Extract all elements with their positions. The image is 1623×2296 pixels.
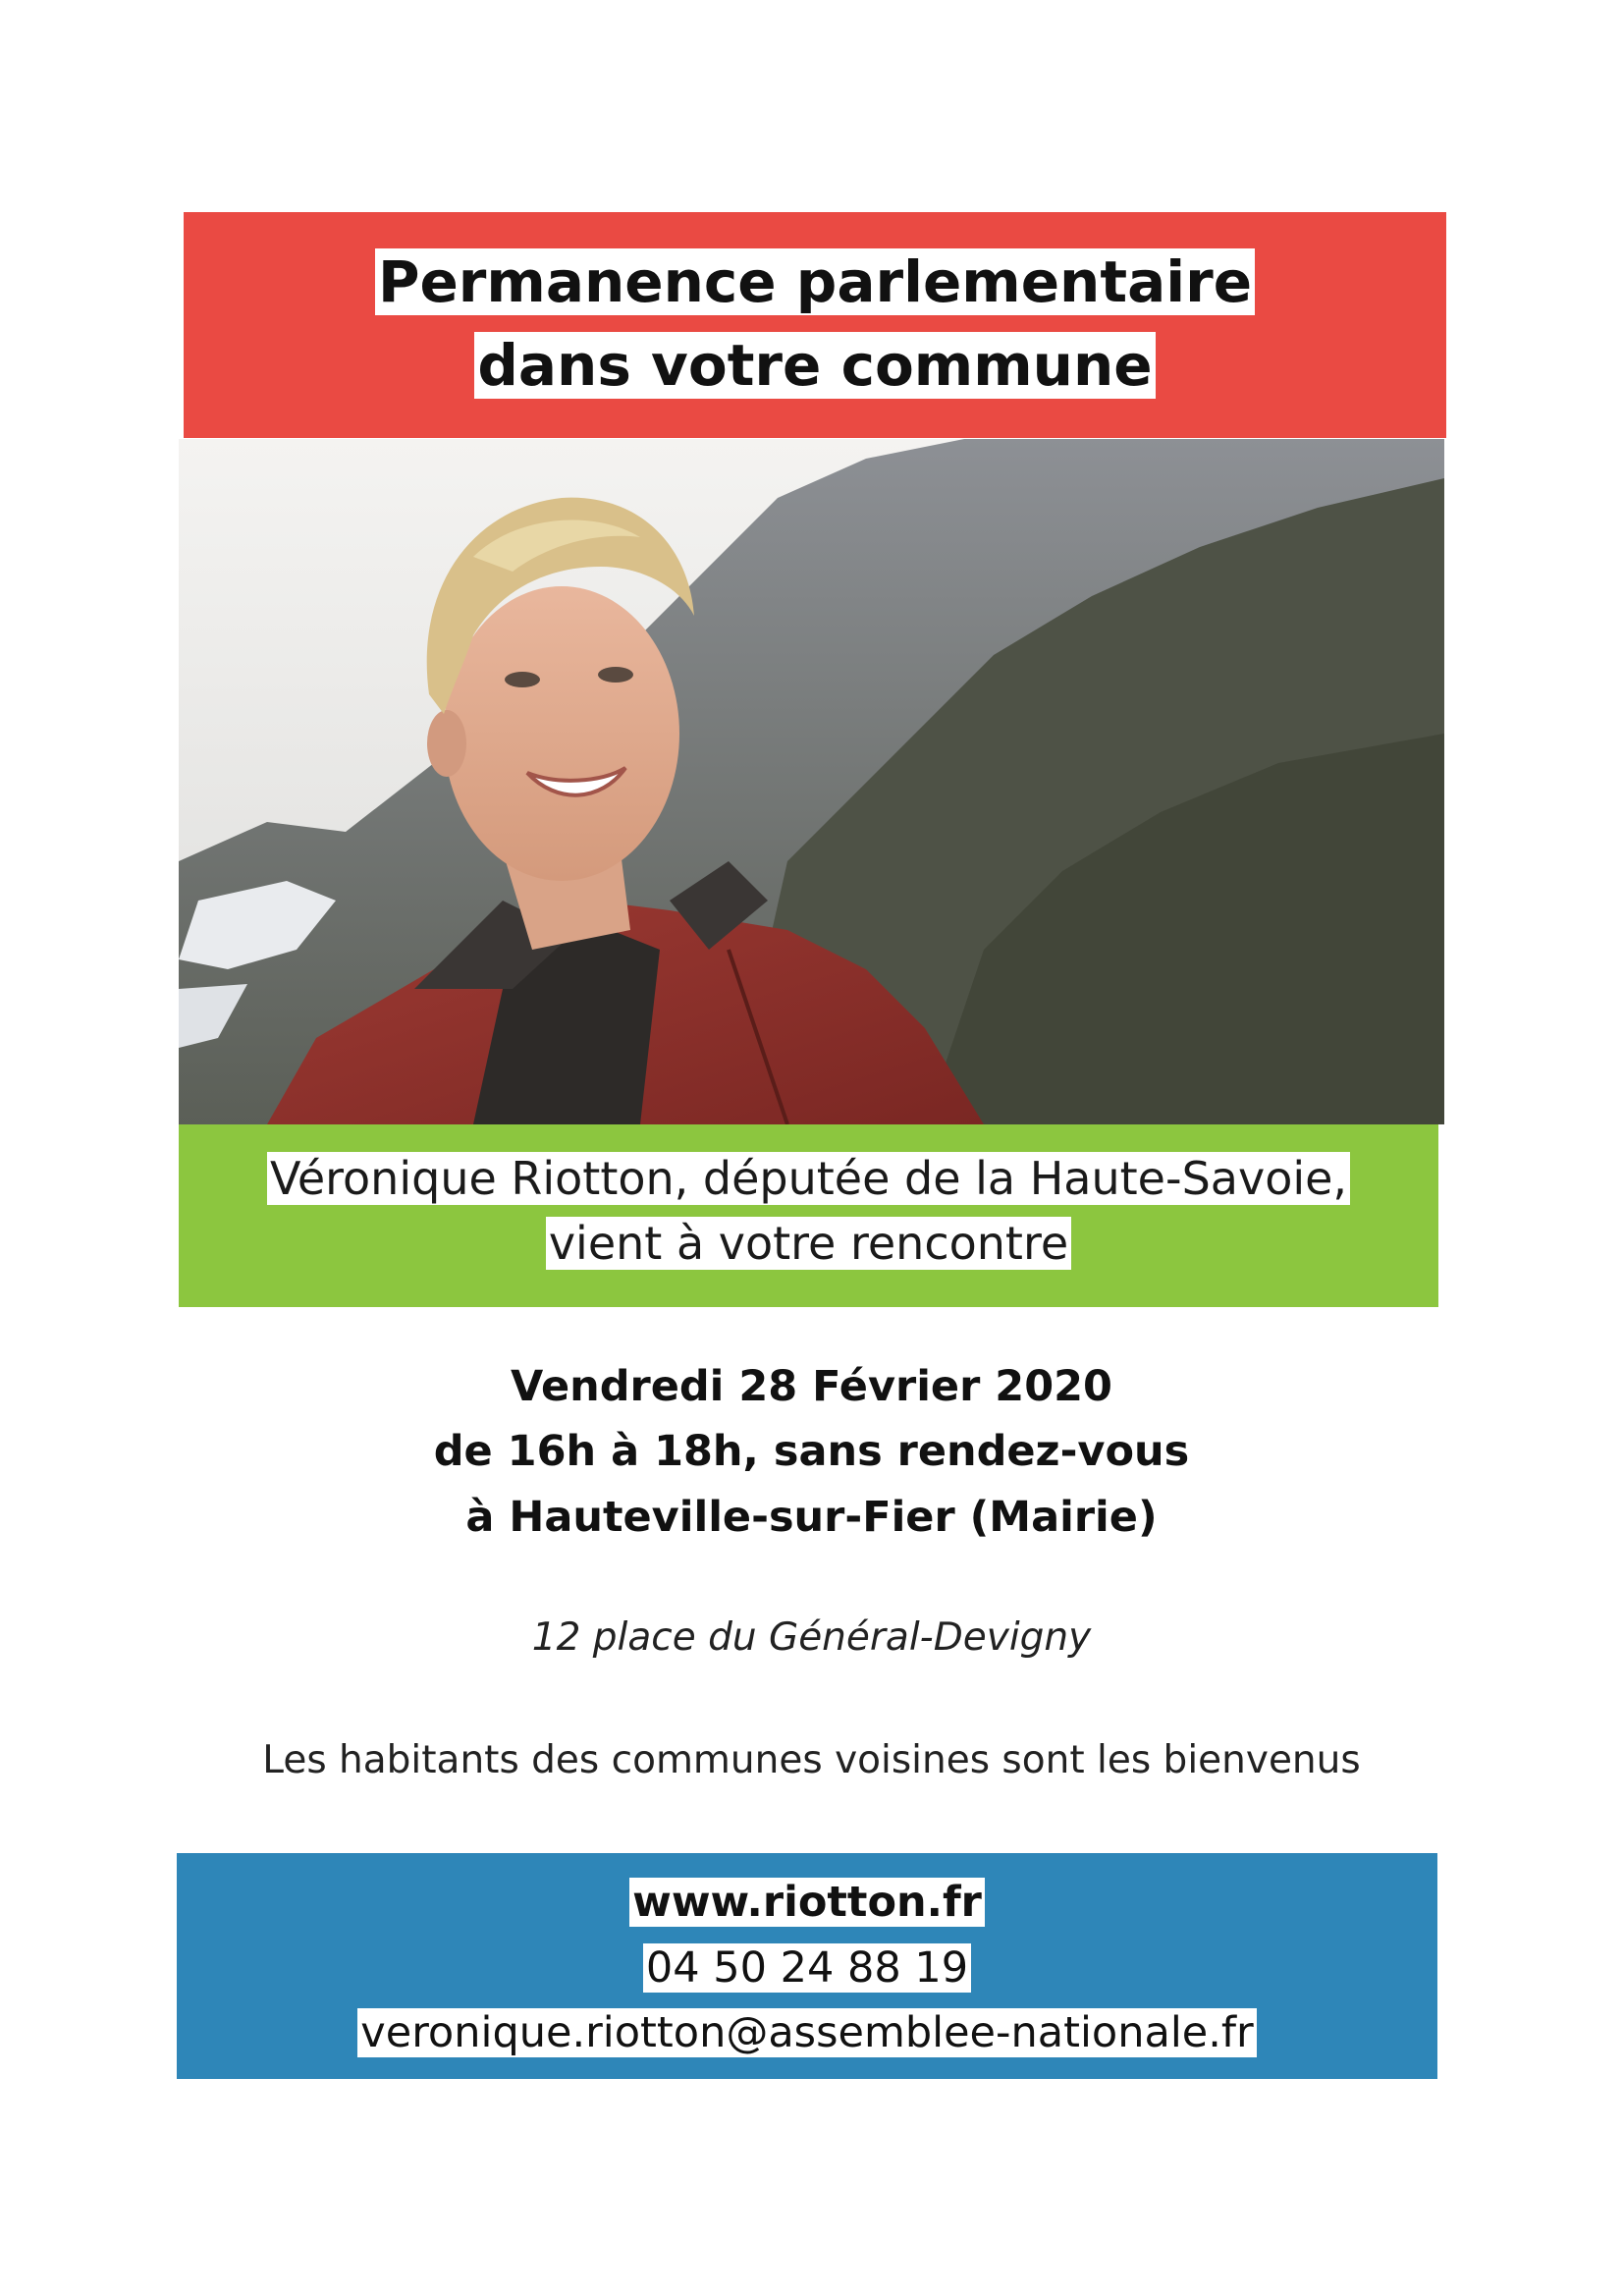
event-place: à Hauteville-sur-Fier (Mairie) — [465, 1493, 1158, 1542]
welcome-note: Les habitants des communes voisines sont les bienvenus — [262, 1738, 1361, 1782]
phone-number: 04 50 24 88 19 — [177, 1941, 1437, 1995]
event-date: Vendredi 28 Février 2020 — [511, 1362, 1112, 1411]
intro-line-1: Véronique Riotton, députée de la Haute-Savoie, — [179, 1150, 1438, 1207]
portrait-photo — [179, 439, 1444, 1124]
email-link[interactable]: veronique.riotton@assemblee-nationale.fr — [177, 2005, 1437, 2060]
header-band — [184, 212, 1446, 438]
website-link[interactable]: www.riotton.fr — [177, 1875, 1437, 1930]
header-title-line-1: Permanence parlementaire — [184, 246, 1446, 318]
event-time: de 16h à 18h, sans rendez-vous — [433, 1427, 1190, 1476]
intro-band — [179, 1124, 1438, 1307]
intro-line-2: vient à votre rencontre — [179, 1215, 1438, 1272]
header-title-line-2: dans votre commune — [184, 329, 1446, 402]
contact-band — [177, 1853, 1437, 2079]
event-address: 12 place du Général-Devigny — [531, 1615, 1092, 1660]
